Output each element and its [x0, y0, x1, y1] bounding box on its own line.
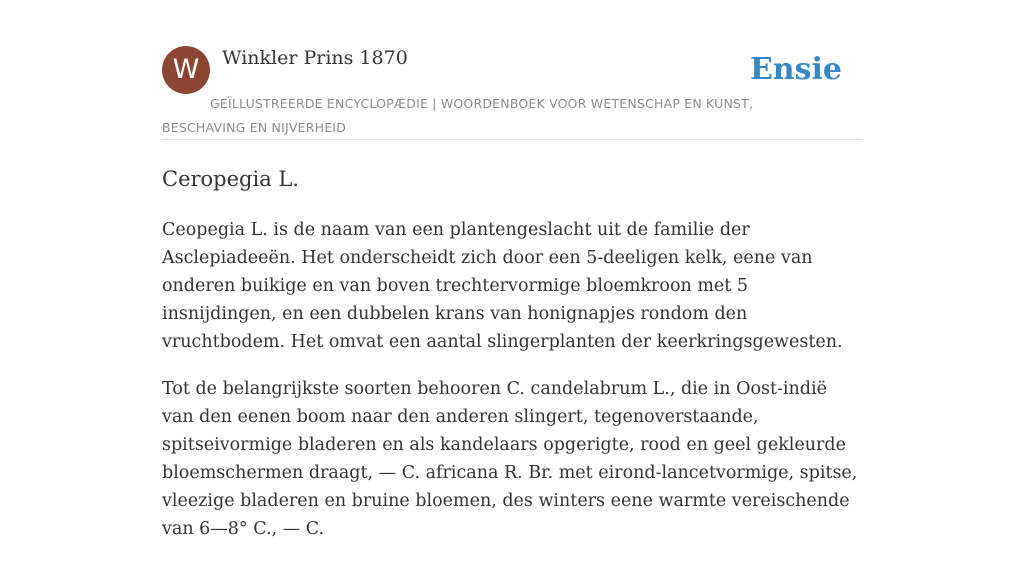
- article-title: Ceropegia L.: [162, 167, 300, 191]
- source-title-link[interactable]: Winkler Prins 1870: [222, 47, 408, 69]
- article-paragraph-2: Tot de belangrijkste soorten behooren C. candelabrum L., die in Oost-indië van den eenen boom naar den anderen slingert, tegenoverstaande, spitseivormige bladeren en als kandelaars opgerigte, rood en geel gekleurde bloemschermen draagt, — C. africana R. Br. met eirond-lancetvormige, spitse, vleezige bladeren en bruine bloemen, des winters eene warmte vereischende van 6—8° C., — C.: [162, 379, 858, 539]
- ensie-logo-link[interactable]: Ensie: [749, 52, 842, 87]
- header-divider: [162, 139, 862, 140]
- article-body: [162, 216, 864, 562]
- source-subtitle: GEÏLLUSTREERDE ENCYCLOPÆDIE | WOORDENBOEK VOOR WETENSCHAP EN KUNST, BESCHAVING EN NIJVERHEID: [162, 96, 754, 135]
- source-avatar[interactable]: W: [162, 46, 210, 94]
- article-paragraph-1: Ceopegia L. is de naam van een plantengeslacht uit de familie der Asclepiadeeën. Het onderscheidt zich door een 5-deeligen kelk, eene van onderen buikige en van boven trechtervormige bloemkroon met 5 insnijdingen, en een dubbelen krans van honignapjes rondom den vruchtbodem. Het omvat een aantal slingerplanten der keerkringsgewesten.: [162, 220, 843, 352]
